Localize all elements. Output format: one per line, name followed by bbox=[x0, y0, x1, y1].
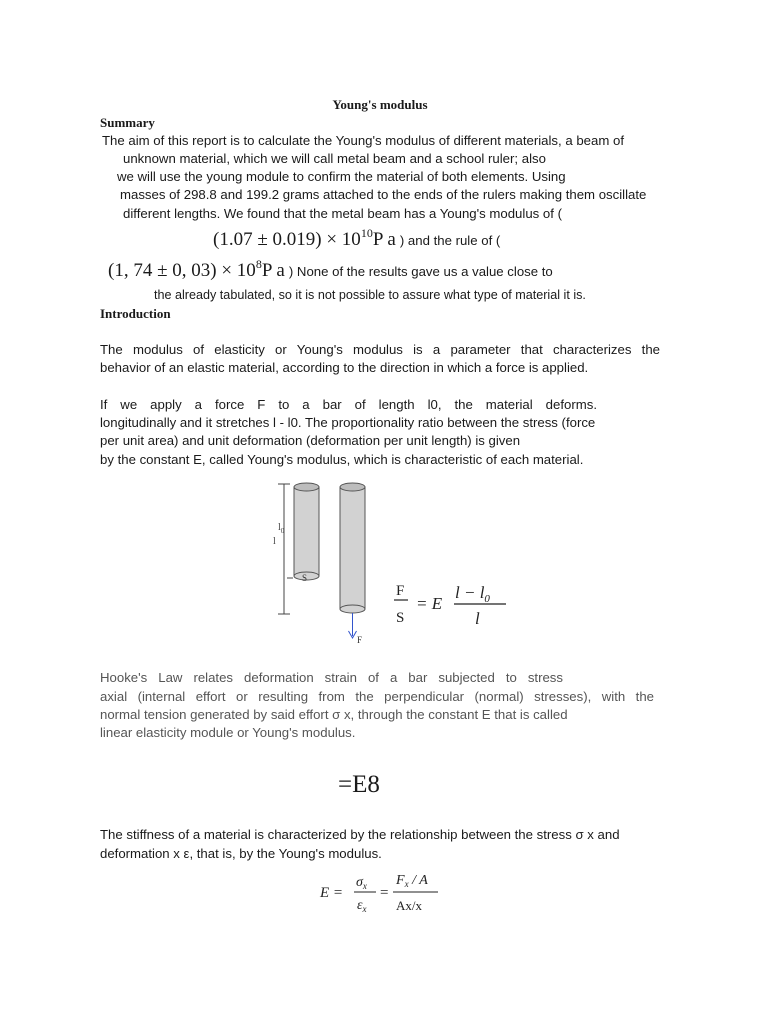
result-metal-beam-value: (1.07 ± 0.019) × 10 bbox=[213, 229, 361, 250]
eq-epsilon: $\varepsilon_x$ bbox=[357, 898, 367, 914]
intro-paragraph-line: per unit area) and unit deformation (deformation per unit length) is given bbox=[100, 433, 521, 448]
hooke-paragraph-line: Hooke's Law relates deformation strain of a bar subjected to stress bbox=[100, 670, 563, 685]
summary-heading: Summary bbox=[100, 115, 155, 130]
summary-line: masses of 298.8 and 199.2 grams attached to the ends of the rulers making them oscillate bbox=[120, 187, 647, 202]
result-metal-beam-tail: ) and the rule of ( bbox=[399, 233, 501, 248]
eq-numerator-f: F bbox=[396, 583, 405, 599]
intro-paragraph-line: behavior of an elastic material, according to the direction in which a force is applied. bbox=[100, 360, 589, 375]
eq-denominator-s: S bbox=[396, 610, 405, 626]
result-metal-beam-exponent: 10 bbox=[360, 226, 373, 240]
document-title: Young's modulus bbox=[332, 97, 428, 112]
young-modulus-equation bbox=[316, 866, 446, 918]
summary-line: unknown material, which we will call metal beam and a school ruler; also bbox=[123, 151, 546, 166]
result-ruler-tail: ) None of the results gave us a value close to bbox=[288, 264, 553, 279]
summary-last-line: the already tabulated, so it is not possible to assure what type of material it is. bbox=[154, 288, 586, 302]
intro-paragraph-line: If we apply a force F to a bar of length l0, the material deforms. bbox=[100, 397, 597, 412]
intro-paragraph-line: longitudinally and it stretches l - l0. The proportionality ratio between the stress (force bbox=[100, 415, 596, 430]
label-l0: $l_0$ bbox=[278, 522, 285, 535]
result-metal-beam bbox=[213, 226, 500, 251]
summary-line: we will use the young module to confirm the material of both elements. Using bbox=[117, 169, 566, 184]
bar-original bbox=[294, 487, 319, 576]
eq-sigma: $\sigma_x$ bbox=[356, 875, 367, 891]
result-metal-beam-unit: P a bbox=[372, 229, 396, 250]
hooke-paragraph-line: normal tension generated by said effort σ x, through the constant E that is called bbox=[100, 707, 568, 722]
intro-paragraph-line: The modulus of elasticity or Young's modulus is a parameter that characterizes the bbox=[100, 342, 660, 357]
stiffness-paragraph-line: The stiffness of a material is characterized by the relationship between the stress σ x and bbox=[100, 827, 620, 842]
label-s: S bbox=[302, 573, 308, 583]
hooke-paragraph-line: linear elasticity module or Young's modulus. bbox=[100, 725, 356, 740]
eq-force: $F_x$ / A bbox=[396, 873, 428, 889]
eq-denominator: Ax/x bbox=[396, 898, 422, 913]
label-l: l bbox=[273, 536, 276, 547]
eq-equals-e: = E bbox=[416, 594, 443, 613]
result-ruler-value: (1, 74 ± 0, 03) × 10 bbox=[108, 260, 256, 281]
introduction-heading: Introduction bbox=[100, 306, 171, 321]
bar-stretched bbox=[340, 487, 365, 609]
stiffness-paragraph-line: deformation x ε, that is, by the Young's modulus. bbox=[100, 846, 382, 861]
eq-denominator-l: l bbox=[475, 609, 480, 628]
label-f: F bbox=[357, 635, 363, 645]
result-ruler bbox=[108, 257, 553, 282]
eq-equals: = bbox=[380, 885, 389, 901]
hooke-paragraph-line: axial (internal effort or resulting from the perpendicular (normal) stresses), with the bbox=[100, 689, 654, 704]
intro-paragraph-line: by the constant E, called Young's modulus, which is characteristic of each material. bbox=[100, 452, 584, 467]
eq-lhs: E = bbox=[320, 885, 344, 901]
equation-e8: =E8 bbox=[338, 771, 380, 798]
summary-line: The aim of this report is to calculate the Young's modulus of different materials, a beam of bbox=[102, 133, 624, 148]
result-ruler-unit: P a bbox=[261, 260, 285, 281]
bar-deformation-figure bbox=[260, 478, 520, 648]
eq-numerator-l: $l - l_0$ bbox=[455, 583, 490, 605]
summary-line: different lengths. We found that the metal beam has a Young's modulus of ( bbox=[123, 206, 562, 221]
result-ruler-exponent: 8 bbox=[255, 257, 262, 271]
